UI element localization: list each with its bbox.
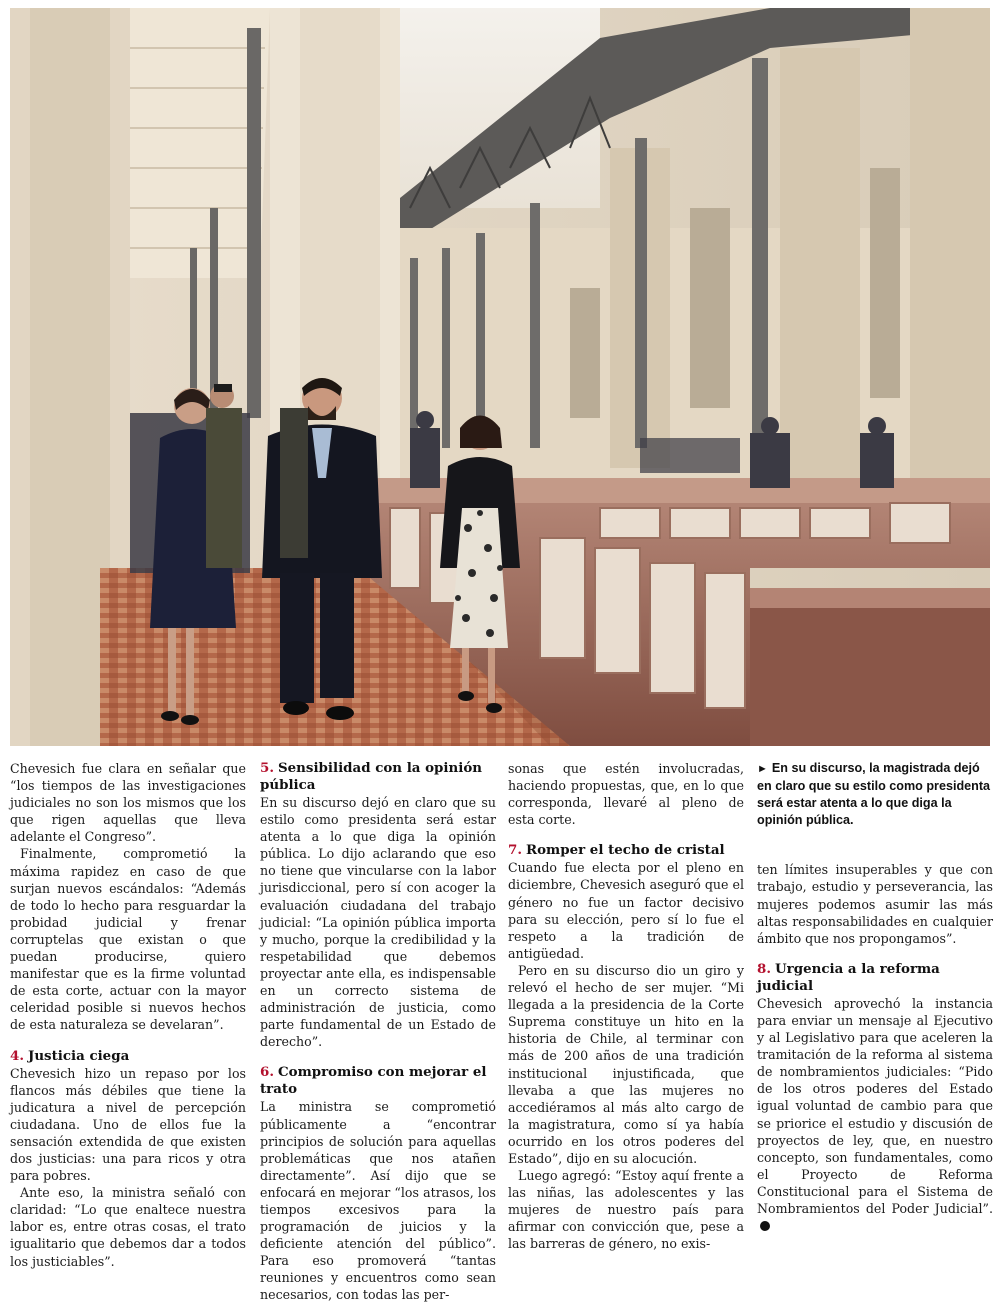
section-heading-6 [260,1064,496,1098]
paragraph: En su discurso dejó en claro que su estilo como presidenta será estar atenta a lo que diga la opinión pública. Lo dijo aclarando que eso no tiene que vincularse con la labor jurisdiccional, pero sí con acoger la evaluación ciudadana del trabajo judicial: “La opinión pública importa y mucho, porque la credibilidad y la respetabilidad que debemos proyectar ante ella, es indispensable en un correcto sistema de administración de justicia, como parte fundamental de un Estado de derecho”. [260,795,496,1050]
paragraph: Luego agregó: “Estoy aquí frente a las niñas, las adolescentes y las mujeres de nuestro país para afirmar con convicción que, pese a las barreras de género, no exis- [508,1168,744,1252]
section-heading-4 [10,1048,246,1065]
paragraph: Pero en su discurso dio un giro y relevó el hecho de ser mujer. “Mi llegada a la presidencia de la Corte Suprema constituye un hito en la historia de Chile, al terminar con más de 200 años de una tradición institucional injustificada, que llevaba a que las mujeres no accediéramos al más alto cargo de la magistratura, como sí ya había ocurrido en los otros poderes del Estado”, dijo en su alocución. [508,962,744,1166]
paragraph: sonas que estén involucradas, haciendo propuestas, que, en lo que corresponda, llevaré al pleno de esta corte. [508,761,744,828]
article-column-4 [757,760,993,1234]
paragraph [757,995,993,1234]
pull-quote [757,760,993,829]
section-heading-5 [260,760,496,794]
section-title: Urgencia a la reforma judicial [757,960,940,994]
pull-quote-text: En su discurso, la magistrada dejó en claro que su estilo como presidenta será estar atenta a lo que diga la opinión pública. [757,761,991,828]
section-title: Compromiso con mejorar el trato [260,1064,487,1098]
paragraph: Cuando fue electa por el pleno en diciembre, Chevesich aseguró que el género no fue un factor decisivo para su elección, pero sí lo fue el respeto a la tradición de antigüedad. [508,860,744,961]
end-mark-icon [760,1221,770,1231]
section-heading-7 [508,842,744,859]
paragraph: Chevesich fue clara en señalar que “los tiempos de las investigaciones judiciales no son los mismos que los que rigen aquellas que lleva adelante el Congreso”. [10,761,246,845]
article-column-2 [260,760,496,1304]
section-title: Justicia ciega [27,1047,130,1064]
paragraph: Chevesich hizo un repaso por los flancos más débiles que tiene la judicatura a nivel de percepción ciudadana. Uno de ellos fue la sensación extendida de que existen dos justicias: una para ricos y otra para pobres. [10,1065,246,1184]
article-column-1 [10,760,246,1270]
paragraph: Ante eso, la ministra señaló con claridad: “Lo que enaltece nuestra labor es, entre otras cosas, el trato igualitario que debemos dar a todos los justiciables”. [10,1185,246,1269]
triangle-marker-icon: ► [757,763,768,775]
section-number: 8. [757,960,771,977]
paragraph: ten límites insuperables y que con trabajo, estudio y perseverancia, las mujeres podemos asumir las más altas responsabilidades en cualquier ámbito que nos propongamos”. [757,862,993,946]
section-number: 5. [260,760,274,776]
section-title: Romper el techo de cristal [525,842,725,859]
paragraph: Finalmente, comprometió la máxima rapidez en caso de que surjan nuevos escándalos: “Además de todo lo hecho para resguardar la probidad judicial y frenar corruptelas que existan o que puedan producirse, quiero manifestar que es la firme voluntad de esta corte, actuar con la mayor celeridad posible si nuevos hechos de esta naturaleza se develaran”. [10,846,246,1033]
article-column-3 [508,760,744,1253]
paragraph: La ministra se comprometió públicamente a “encontrar principios de solución para aquellas problemáticas que nos atañen directamente”. Así dijo que se enfocará en mejorar “los atrasos, los tiempos excesivos para la programación de juicios y la deficiente atención del público”. Para eso promoverá “tantas reuniones y encuentros como sean necesarios, con todas las per- [260,1099,496,1303]
section-title: Sensibilidad con la opinión pública [260,760,483,793]
ceremony-photo-illustration [10,8,990,746]
article-photo [10,8,990,746]
section-number: 4. [10,1047,24,1064]
section-number: 6. [260,1064,274,1081]
section-heading-8 [757,961,993,995]
section-number: 7. [508,842,522,859]
paragraph-text: Chevesich aprovechó la instancia para enviar un mensaje al Ejecutivo y al Legislativo para que aceleren la tramitación de la reforma al sistema de nombramientos judiciales: “Pido de los otros poderes del Estado igual voluntad de cambio para que se priorice el estudio y discusión de proyectos de ley, que, en nuestro concepto, son fundamentales, como el Proyecto de Reforma Constitucional para el Sistema de Nombramientos del Poder Judicial”. [757,995,993,1216]
